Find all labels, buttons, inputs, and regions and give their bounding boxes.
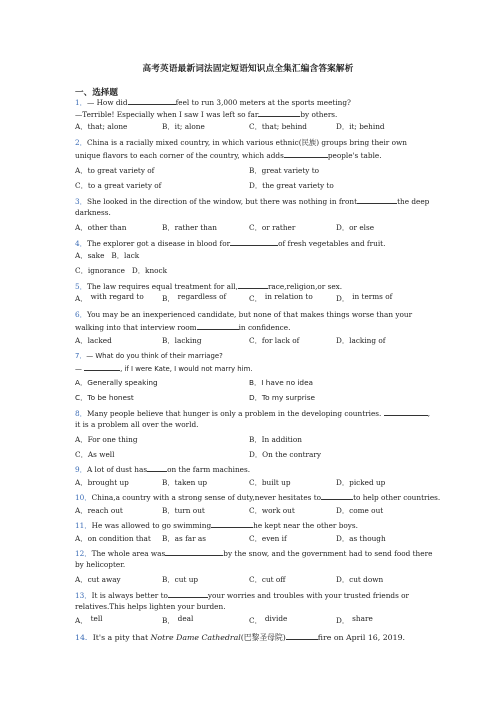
- option-c[interactable]: C． in relation to: [249, 292, 313, 303]
- question-number: 12．: [75, 549, 92, 558]
- question-4: 4．The explorer got a disease in blood for of fresh vegetables and fruit.: [75, 239, 386, 248]
- question-13-line-2: relatives.This helps lighten your burden.: [75, 602, 226, 611]
- question-4-options-row-2: [75, 266, 167, 276]
- option-d[interactable]: D．as though: [336, 534, 386, 543]
- question-number: 14．: [75, 633, 93, 642]
- answer-blank: [286, 632, 318, 640]
- answer-blank: [84, 363, 120, 371]
- option-d[interactable]: D．picked up: [336, 478, 386, 487]
- option-b[interactable]: B．turn out: [162, 506, 205, 515]
- option-c[interactable]: C．for lack of: [249, 336, 300, 345]
- option-b[interactable]: B．I have no idea: [249, 378, 314, 387]
- question-8-line-2: it is a problem all over the world.: [75, 420, 199, 429]
- option-a[interactable]: A． with regard to: [75, 292, 144, 303]
- option-c[interactable]: C．or rather: [249, 223, 296, 232]
- option-c[interactable]: C．ignorance: [75, 266, 125, 275]
- option-c[interactable]: C．built up: [249, 478, 291, 487]
- option-b[interactable]: B．lacking: [162, 336, 202, 345]
- option-c[interactable]: C．work out: [249, 506, 295, 515]
- question-number: 11．: [75, 521, 92, 530]
- option-b[interactable]: B． deal: [162, 614, 194, 625]
- answer-blank: [128, 97, 176, 105]
- option-c[interactable]: C．As well: [75, 450, 115, 459]
- option-d[interactable]: D．knock: [131, 266, 168, 275]
- question-12: 12．The whole area was by the snow, and the government had to send food there: [75, 549, 433, 558]
- answer-blank: [230, 238, 278, 246]
- option-c[interactable]: C．that; behind: [249, 122, 307, 131]
- question-number: 5．: [75, 282, 87, 291]
- option-d[interactable]: D． share: [336, 614, 373, 625]
- option-a[interactable]: A．sake: [75, 251, 105, 260]
- question-8: 8．Many people believe that hunger is only a problem in the developing countries. ,: [75, 409, 431, 418]
- question-14: 14．It's a pity that Notre Dame Cathedral(巴黎圣母院) fire on April 16, 2019.: [75, 633, 406, 642]
- option-b[interactable]: B． regardless of: [162, 292, 227, 303]
- question-2-line-2: unique flavors to each corner of the country, which adds people's table.: [75, 151, 382, 160]
- option-a[interactable]: A．Generally speaking: [75, 378, 158, 387]
- option-c[interactable]: C．To be honest: [75, 393, 134, 402]
- question-1: 1．— How did feel to run 3,000 meters at the sports meeting?: [75, 98, 351, 107]
- option-c[interactable]: C．cut off: [249, 575, 286, 584]
- answer-blank: [238, 281, 268, 289]
- document-title: 高考英语最新词法固定短语知识点全集汇编含答案解析: [142, 64, 354, 74]
- option-d[interactable]: D．On the contrary: [249, 450, 321, 459]
- answer-blank: [165, 548, 223, 556]
- answer-blank: [284, 150, 328, 158]
- question-number: 13．: [75, 591, 92, 600]
- answer-blank: [211, 520, 253, 528]
- option-b[interactable]: B．lack: [111, 251, 140, 260]
- question-7: 7．— What do you think of their marriage?: [75, 352, 223, 360]
- option-d[interactable]: D．or else: [336, 223, 375, 232]
- option-a[interactable]: A．reach out: [75, 506, 123, 515]
- answer-blank: [384, 408, 428, 416]
- option-d[interactable]: D．it; behind: [336, 122, 385, 131]
- question-5: 5．The law requires equal treatment for all, race,religion,or sex.: [75, 282, 343, 291]
- option-d[interactable]: D． in terms of: [336, 292, 393, 303]
- option-a[interactable]: A．lacked: [75, 336, 112, 345]
- question-10: 10．China,a country with a strong sense of duty,never hesitates to to help other countries.: [75, 493, 441, 502]
- option-a[interactable]: A．cut away: [75, 575, 121, 584]
- question-7-line-2: — , if I were Kate, I would not marry him.: [75, 365, 253, 373]
- option-d[interactable]: D．To my surprise: [249, 393, 316, 402]
- option-c[interactable]: C．even if: [249, 534, 287, 543]
- question-6-line-2: walking into that interview room in confidence.: [75, 323, 291, 332]
- question-number: 6．: [75, 310, 87, 319]
- section-heading: 一、选择题: [75, 88, 118, 98]
- option-c[interactable]: C． divide: [249, 614, 288, 625]
- question-2: 2．China is a racially mixed country, in which various ethnic(民族) groups bring their own: [75, 138, 407, 147]
- answer-blank: [168, 590, 208, 598]
- option-a[interactable]: A．to great variety of: [75, 166, 155, 175]
- option-c[interactable]: C．to a great variety of: [75, 181, 162, 190]
- option-b[interactable]: B．great variety to: [249, 166, 320, 175]
- option-a[interactable]: A．that; alone: [75, 122, 128, 131]
- option-d[interactable]: D．lacking of: [336, 336, 386, 345]
- question-12-line-2: by helicopter.: [75, 560, 126, 569]
- question-3-line-2: darkness.: [75, 208, 111, 217]
- question-number: 2．: [75, 138, 87, 147]
- option-b[interactable]: B．taken up: [162, 478, 208, 487]
- question-9: 9．A lot of dust has on the farm machines.: [75, 465, 251, 474]
- question-11: 11．He was allowed to go swimming he kept near the other boys.: [75, 521, 358, 530]
- answer-blank: [197, 322, 239, 330]
- option-b[interactable]: B．rather than: [162, 223, 217, 232]
- question-number: 4．: [75, 239, 87, 248]
- option-b[interactable]: B．it; alone: [162, 122, 205, 131]
- answer-blank: [258, 109, 300, 117]
- option-d[interactable]: D．cut down: [336, 575, 384, 584]
- question-1-line-2: —Terrible! Especially when I saw I was left so far by others.: [75, 110, 338, 119]
- answer-blank: [321, 492, 353, 500]
- question-4-options-row-1: [75, 251, 139, 261]
- question-3: 3．She looked in the direction of the window, but there was nothing in front the deep: [75, 197, 430, 206]
- option-a[interactable]: A．on condition that: [75, 534, 151, 543]
- question-number: 9．: [75, 465, 87, 474]
- option-a[interactable]: A．other than: [75, 223, 127, 232]
- answer-blank: [357, 196, 397, 204]
- question-number: 8．: [75, 409, 87, 418]
- option-a[interactable]: A．brought up: [75, 478, 129, 487]
- option-b[interactable]: B．In addition: [249, 435, 302, 444]
- question-number: 10．: [75, 493, 92, 502]
- question-number: 7．: [75, 352, 87, 360]
- option-a[interactable]: A． tell: [75, 614, 103, 625]
- option-b[interactable]: B．cut up: [162, 575, 199, 584]
- question-6: 6．You may be an inexperienced candidate, but none of that makes things worse than your: [75, 310, 413, 319]
- answer-blank: [147, 464, 167, 472]
- question-number: 1．: [75, 98, 87, 107]
- option-a[interactable]: A．For one thing: [75, 435, 138, 444]
- option-d[interactable]: D．the great variety to: [249, 181, 334, 190]
- option-b[interactable]: B．as far as: [162, 534, 207, 543]
- option-d[interactable]: D．come out: [336, 506, 384, 515]
- question-number: 3．: [75, 197, 87, 206]
- question-13: 13．It is always better to your worries and troubles with your trusted friends or: [75, 591, 410, 600]
